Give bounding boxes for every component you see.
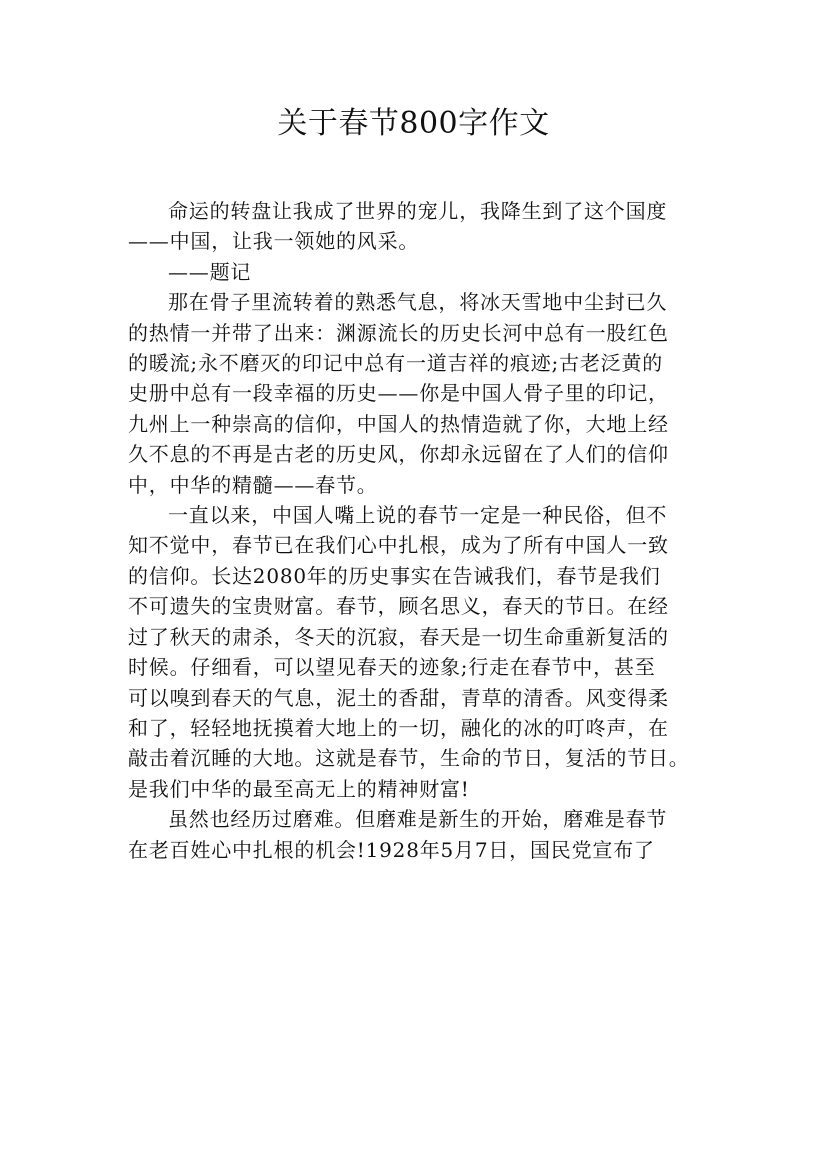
text-line: 可以嗅到春天的气息，泥土的香甜，青草的清香。风变得柔 [128, 685, 669, 710]
paragraph-body-3 [128, 804, 704, 865]
text-line: 一直以来，中国人嘴上说的春节一定是一种民俗，但不 [168, 503, 668, 528]
text-line: 中，中华的精髓——春节。 [128, 472, 378, 497]
text-line: ——题记 [168, 259, 252, 284]
text-line: 命运的转盘让我成了世界的宠儿，我降生到了这个国度 [168, 199, 668, 223]
text-line: 不可遗失的宝贵财富。春节，顾名思义，春天的节日。在经 [128, 594, 669, 619]
paragraph-body-2 [128, 500, 704, 804]
text-line: 在老百姓心中扎根的机会!1928年5月7日，国民党宣布了 [128, 837, 655, 862]
paragraph-intro [128, 196, 704, 257]
text-line: 的热情一并带了出来：渊源流长的历史长河中总有一股红色 [128, 320, 669, 345]
text-line: 的信仰。长达2080年的历史事实在告诫我们，春节是我们 [128, 563, 661, 588]
text-line: 那在骨子里流转着的熟悉气息，将冰天雪地中尘封已久 [168, 290, 668, 315]
text-line: 虽然也经历过磨难。但磨难是新生的开始，磨难是春节 [168, 807, 668, 832]
text-line: 过了秋天的肃杀，冬天的沉寂，春天是一切生命重新复活的 [128, 624, 669, 649]
text-line: 的暖流;永不磨灭的印记中总有一道吉祥的痕迹;古老泛黄的 [128, 351, 664, 376]
text-line: 和了，轻轻地抚摸着大地上的一切，融化的冰的叮咚声，在 [128, 715, 669, 740]
text-line: 久不息的不再是古老的历史风，你却永远留在了人们的信仰 [128, 442, 669, 467]
document-body [128, 196, 704, 865]
text-line: 九州上一种崇高的信仰，中国人的热情造就了你，大地上经 [128, 411, 669, 436]
text-line: 敲击着沉睡的大地。这就是春节，生命的节日，复活的节日。 [128, 746, 690, 771]
text-line: 时候。仔细看，可以望见春天的迹象;行走在春节中，甚至 [128, 655, 656, 680]
paragraph-body-1 [128, 287, 704, 500]
document-title: 关于春节800字作文 [277, 106, 550, 141]
text-line: ——中国，让我一领她的风采。 [128, 229, 420, 254]
text-line: 知不觉中，春节已在我们心中扎根，成为了所有中国人一致 [128, 533, 669, 558]
text-line: 是我们中华的最至高无上的精神财富! [128, 776, 470, 801]
text-line: 史册中总有一段幸福的历史——你是中国人骨子里的印记， [128, 381, 669, 406]
paragraph-epigraph-attribution [128, 257, 704, 287]
